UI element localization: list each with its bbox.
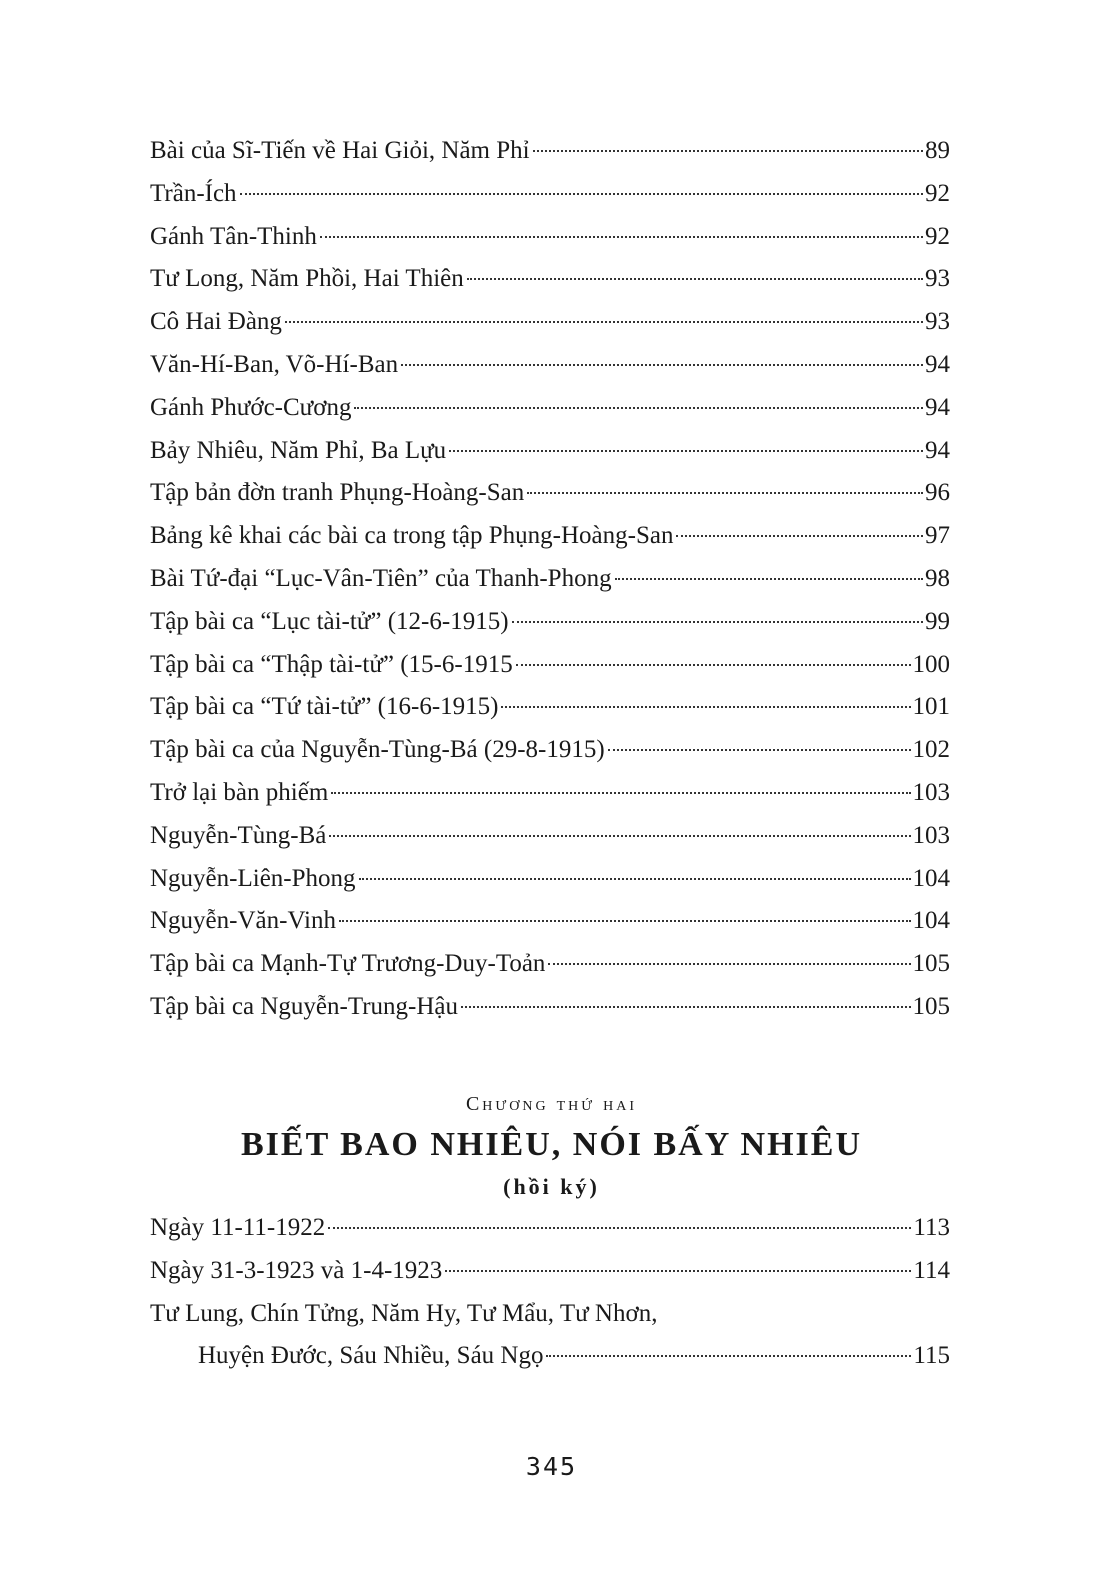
toc-entry bbox=[150, 258, 950, 301]
toc-entry-page: 100 bbox=[912, 650, 950, 678]
toc-entry bbox=[150, 558, 950, 601]
toc-entry-title: Bài Tứ-đại “Lục-Vân-Tiên” của Thanh-Phong bbox=[150, 564, 612, 592]
dot-leader bbox=[329, 835, 910, 837]
toc-entry-title: Nguyễn-Liên-Phong bbox=[150, 864, 356, 892]
toc-entry-title: Tập bài ca “Lục tài-tử” (12-6-1915) bbox=[150, 607, 509, 635]
dot-leader bbox=[546, 1355, 911, 1357]
toc-entry-page: 104 bbox=[912, 907, 950, 935]
toc-entry-title: Nguyễn-Văn-Vinh bbox=[150, 907, 336, 935]
toc-entry-title: Bảy Nhiêu, Năm Phỉ, Ba Lựu bbox=[150, 436, 447, 464]
toc-entry bbox=[150, 772, 950, 815]
page-number: 345 bbox=[525, 1452, 578, 1481]
dot-leader bbox=[320, 236, 923, 238]
toc-entry-page: 94 bbox=[925, 350, 950, 378]
toc-entry-page: 115 bbox=[913, 1342, 950, 1370]
dot-leader bbox=[615, 578, 923, 580]
toc-entry-title: Trở lại bàn phiếm bbox=[150, 778, 329, 806]
dot-leader bbox=[240, 193, 923, 195]
dot-leader bbox=[516, 664, 911, 666]
toc-entry-title: Tập bài ca “Thập tài-tử” (15-6-1915 bbox=[150, 650, 513, 678]
toc-entry-title: Ngày 31-3-1923 và 1-4-1923 bbox=[150, 1256, 443, 1284]
table-of-contents-bottom bbox=[150, 1207, 950, 1378]
toc-entry-title: Cô Hai Đàng bbox=[150, 308, 282, 336]
dot-leader bbox=[467, 278, 923, 280]
toc-entry-title-line2: Huyện Đước, Sáu Nhiều, Sáu Ngọ bbox=[198, 1342, 544, 1370]
toc-entry-title: Trần-Ích bbox=[150, 179, 237, 207]
dot-leader bbox=[512, 621, 923, 623]
toc-entry-page: 93 bbox=[925, 265, 950, 293]
toc-entry-page: 104 bbox=[912, 864, 950, 892]
toc-entry-title: Tập bài ca Mạnh-Tự Trương-Duy-Toản bbox=[150, 950, 546, 978]
dot-leader bbox=[676, 535, 923, 537]
toc-entry-page: 89 bbox=[925, 137, 950, 164]
toc-entry bbox=[150, 1207, 950, 1250]
toc-entry-page: 101 bbox=[912, 693, 950, 721]
dot-leader bbox=[527, 492, 923, 494]
table-of-contents-top bbox=[150, 130, 950, 1029]
toc-entry-page: 105 bbox=[912, 992, 950, 1020]
toc-entry bbox=[150, 686, 950, 729]
toc-entry bbox=[150, 815, 950, 858]
toc-entry bbox=[150, 344, 950, 387]
toc-entry-title: Bảng kê khai các bài ca trong tập Phụng-Hoàng-San bbox=[150, 522, 674, 550]
dot-leader bbox=[501, 706, 910, 708]
dot-leader bbox=[328, 1227, 911, 1229]
toc-entry bbox=[150, 301, 950, 344]
toc-entry-title: Gánh Tân-Thinh bbox=[150, 222, 317, 250]
toc-entry bbox=[150, 900, 950, 943]
toc-entry bbox=[150, 130, 950, 173]
toc-entry-page: 98 bbox=[925, 564, 950, 592]
dot-leader bbox=[533, 150, 923, 152]
toc-entry-page: 94 bbox=[925, 393, 950, 421]
dot-leader bbox=[331, 792, 910, 794]
toc-entry-title: Bài của Sĩ-Tiến về Hai Giỏi, Năm Phỉ bbox=[150, 137, 530, 164]
dot-leader bbox=[449, 450, 923, 452]
toc-entry-title: Văn-Hí-Ban, Võ-Hí-Ban bbox=[150, 350, 399, 378]
toc-entry-page: 94 bbox=[925, 436, 950, 464]
toc-entry-title: Nguyễn-Tùng-Bá bbox=[150, 821, 327, 849]
toc-entry-page: 92 bbox=[925, 222, 950, 250]
toc-entry bbox=[150, 387, 950, 430]
chapter-subtitle: (hồi ký) bbox=[503, 1174, 600, 1199]
toc-entry-title: Tư Long, Năm Phồi, Hai Thiên bbox=[150, 265, 464, 293]
chapter-title: BIẾT BAO NHIÊU, NÓI BẤY NHIÊU bbox=[240, 1126, 862, 1163]
dot-leader bbox=[445, 1270, 911, 1272]
toc-entry-page: 97 bbox=[925, 522, 950, 550]
toc-entry-title: Tập bài ca Nguyễn-Trung-Hậu bbox=[150, 992, 459, 1020]
toc-entry bbox=[150, 986, 950, 1029]
toc-entry-title: Tập bản đờn tranh Phụng-Hoàng-San bbox=[150, 479, 525, 507]
toc-entry-title-line1: Tư Lung, Chín Tửng, Năm Hy, Tư Mẩu, Tư Nhơn, bbox=[150, 1299, 658, 1327]
toc-entry bbox=[150, 601, 950, 644]
dot-leader bbox=[608, 749, 911, 751]
toc-entry bbox=[150, 644, 950, 687]
toc-entry bbox=[150, 729, 950, 772]
toc-entry-title: Tập bài ca “Tứ tài-tử” (16-6-1915) bbox=[150, 693, 499, 721]
dot-leader bbox=[339, 920, 911, 922]
toc-entry bbox=[150, 472, 950, 515]
dot-leader bbox=[548, 963, 910, 965]
toc-entry-multiline-first bbox=[150, 1293, 950, 1336]
toc-entry bbox=[150, 430, 950, 473]
dot-leader bbox=[359, 878, 911, 880]
toc-entry-page: 102 bbox=[912, 736, 950, 764]
toc-entry-page: 96 bbox=[925, 479, 950, 507]
toc-entry-title: Ngày 11-11-1922 bbox=[150, 1214, 326, 1241]
chapter-label: Chương thứ hai bbox=[465, 1093, 638, 1115]
toc-entry bbox=[150, 515, 950, 558]
toc-entry bbox=[150, 1250, 950, 1293]
toc-entry-title: Gánh Phước-Cương bbox=[150, 393, 352, 421]
dot-leader bbox=[401, 364, 923, 366]
toc-entry bbox=[150, 216, 950, 259]
toc-entry-page: 92 bbox=[925, 179, 950, 207]
toc-entry-page: 113 bbox=[913, 1214, 950, 1241]
dot-leader bbox=[354, 407, 923, 409]
toc-entry-page: 93 bbox=[925, 308, 950, 336]
toc-entry-page: 103 bbox=[912, 821, 950, 849]
toc-entry-page: 114 bbox=[913, 1256, 950, 1284]
dot-leader bbox=[461, 1006, 910, 1008]
toc-entry-multiline-second bbox=[150, 1335, 950, 1378]
toc-entry-page: 103 bbox=[912, 778, 950, 806]
toc-entry-title: Tập bài ca của Nguyễn-Tùng-Bá (29-8-1915) bbox=[150, 736, 605, 764]
toc-entry bbox=[150, 173, 950, 216]
toc-entry bbox=[150, 858, 950, 901]
dot-leader bbox=[285, 321, 923, 323]
toc-entry-page: 99 bbox=[925, 607, 950, 635]
toc-entry bbox=[150, 943, 950, 986]
toc-entry-page: 105 bbox=[912, 950, 950, 978]
